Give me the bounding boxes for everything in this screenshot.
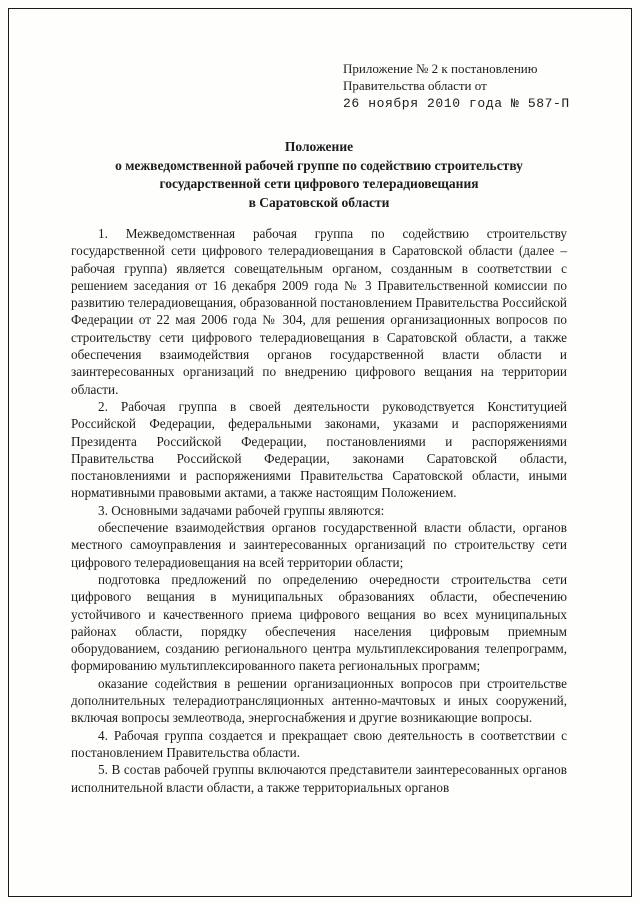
appendix-reference [343, 60, 570, 112]
paragraph: 1. Межведомственная рабочая группа по содействию строительству государственной сети цифрового телерадиовещания в Саратовской области (далее – рабочая группа) является совещательным органом, созданным в соответствии с решением заседания от 16 декабря 2009 года № 3 Правительственной комиссии по развитию телерадиовещания, образованной постановлением Правительства Российской Федерации от 22 мая 2006 года № 304, для решения организационных вопросов по строительству сети цифрового телерадиовещания в Саратовской области, а также обеспечения взаимодействия органов государственной власти области и заинтересованных организаций по внедрению цифрового вещания на территории области. [71, 226, 567, 397]
paragraph: 4. Рабочая группа создается и прекращает свою деятельность в соответствии с постановлением Правительства области. [71, 727, 567, 760]
appendix-line-1: Приложение № 2 к постановлению [343, 61, 538, 76]
paragraph: 5. В состав рабочей группы включаются представители заинтересованных органов исполнительной власти области, а также территориальных органов [71, 762, 567, 795]
paragraph: оказание содействия в решении организационных вопросов при строительстве дополнительных телерадиотрансляционных антенно-мачтовых и иных сооружений, включая вопросы землеотвода, энергоснабжения и другие возникающие вопросы. [71, 675, 567, 726]
paragraph: обеспечение взаимодействия органов государственной власти области, органов местного самоуправления и заинтересованных организаций по строительству сети цифрового телерадиовещания на всей территории области; [71, 520, 567, 570]
document-body [71, 225, 567, 796]
title-line-1: Положение [284, 139, 354, 154]
title-line-4: в Саратовской области [248, 194, 390, 210]
paragraph: 3. Основными задачами рабочей группы являются: [98, 502, 385, 518]
page-border-frame [8, 8, 632, 897]
appendix-line-2: Правительства области от [343, 78, 487, 93]
document-title [71, 138, 567, 212]
paragraph: 2. Рабочая группа в своей деятельности руководствуется Конституцией Российской Федерации, федеральными законами, указами и распоряжениями Президента Российской Федерации, постановлениями и распоряжениями Правительства Российской Федерации, законами Саратовской области, постановлениями и распоряжениями Правительства Саратовской области, иными нормативными правовыми актами, а также настоящим Положением. [71, 398, 567, 501]
title-line-2: о межведомственной рабочей группе по содействию строительству [115, 157, 523, 173]
paragraph: подготовка предложений по определению очередности строительства сети цифрового вещания в муниципальных образованиях области, обеспечению устойчивого и качественного приема цифрового вещания во всех муниципальных районах области, порядку обеспечения населения цифровым приемным оборудованием, созданию регионального центра мультиплексирования телепрограмм, формированию мультиплексированного пакета региональных программ; [71, 571, 567, 674]
title-line-3: государственной сети цифрового телерадиовещания [159, 176, 479, 191]
document-content [9, 9, 631, 796]
appendix-date-number: 26 ноября 2010 года № 587-П [343, 96, 570, 111]
